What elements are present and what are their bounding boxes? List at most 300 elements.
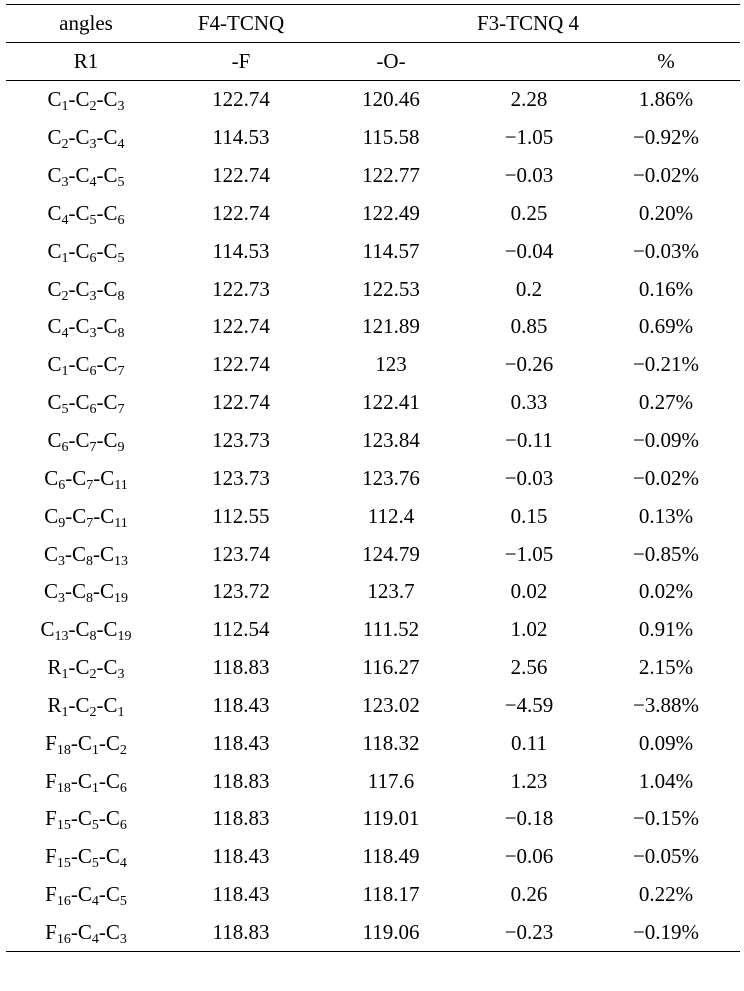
angle-atom: -C: [65, 465, 87, 490]
o-value-cell: 119.06: [316, 914, 466, 952]
o-value-cell: 122.49: [362, 200, 420, 225]
o-value-cell: 123.76: [362, 465, 420, 490]
table-row: [6, 649, 740, 687]
angle-atom: -C: [70, 919, 92, 944]
angle-atom-index: 16: [56, 894, 71, 910]
angle-atom: R: [47, 655, 62, 680]
angle-atom-index: 11: [114, 477, 128, 493]
f4-value-cell: 122.74: [212, 314, 270, 339]
o-value-cell: 123: [375, 352, 407, 377]
angle-atom: -C: [93, 503, 115, 528]
angle-cell: [6, 914, 166, 952]
angle-label: [47, 428, 125, 456]
table-row: [6, 119, 740, 157]
angle-atom: F: [45, 844, 57, 869]
angle-atom-index: 9: [117, 440, 125, 456]
difference-cell: −0.04: [504, 238, 554, 263]
angle-atom-index: 5: [91, 818, 99, 834]
angle-label: [44, 504, 128, 529]
angle-atom-index: 3: [89, 326, 97, 342]
angle-atom: C: [44, 465, 59, 490]
angle-label: [47, 693, 124, 718]
f4-value-cell: 122.74: [212, 163, 270, 188]
angle-atom: F: [45, 730, 57, 755]
angle-atom-index: 11: [114, 515, 128, 531]
angle-atom: C: [40, 617, 55, 642]
angle-atom: C: [44, 503, 59, 528]
angle-atom-index: 4: [61, 326, 69, 342]
difference-cell: 0.33: [510, 390, 548, 415]
f4-value-cell: 114.53: [212, 238, 270, 263]
header-row-1: [6, 5, 740, 43]
percent-cell: −3.88%: [632, 692, 700, 717]
angle-atom-index: 6: [117, 212, 125, 228]
f4-value-cell: 123.72: [212, 579, 270, 604]
table-header: [6, 5, 740, 81]
angle-atom-index: 5: [117, 250, 125, 266]
angle-atom-index: 5: [61, 402, 69, 418]
angle-atom-index: 6: [119, 818, 127, 834]
angle-atom-index: 1: [61, 704, 69, 720]
table-row: [6, 157, 740, 195]
angle-cell: [6, 687, 166, 725]
difference-cell: 0.25: [510, 200, 548, 225]
angle-label: [44, 542, 128, 567]
table-row: [6, 270, 740, 308]
angle-atom: -C: [96, 314, 118, 339]
angle-atom: -C: [70, 806, 92, 831]
angle-atom: -C: [68, 428, 90, 453]
angle-label: [47, 125, 125, 153]
difference-cell: 1.02: [510, 617, 548, 642]
angle-atom-index: 4: [89, 175, 97, 191]
angle-atom-index: 8: [86, 591, 93, 607]
angle-atom-index: 3: [61, 175, 69, 191]
angle-atom: F: [45, 768, 57, 793]
angle-cell: [6, 157, 166, 195]
angle-cell: [6, 232, 166, 270]
o-value-cell: 117.6: [367, 768, 415, 793]
difference-cell: −1.05: [504, 125, 554, 150]
angle-atom: R: [47, 692, 62, 717]
angle-atom: -C: [98, 730, 120, 755]
angle-atom: F: [45, 806, 57, 831]
angle-atom-index: 18: [56, 742, 71, 758]
difference-cell: 2.56: [510, 655, 548, 680]
angle-label: [47, 87, 125, 115]
header-r1: R1: [6, 43, 166, 81]
angle-atom-index: 3: [89, 137, 97, 153]
percent-cell: −0.19%: [592, 914, 740, 952]
angle-atom-index: 8: [117, 288, 125, 304]
angle-atom: -C: [68, 655, 90, 680]
angle-atom: C: [47, 125, 62, 150]
angle-atom-index: 2: [61, 288, 69, 304]
angle-atom: -C: [93, 579, 114, 604]
angle-atom-index: 2: [119, 742, 127, 758]
o-value-cell: 116.27: [362, 655, 420, 680]
angle-atom: -C: [96, 655, 118, 680]
angle-atom: -C: [70, 730, 92, 755]
header-row-2: [6, 43, 740, 81]
angle-atom-index: 1: [91, 742, 99, 758]
angle-atom: C: [47, 390, 62, 415]
angle-atom-index: 6: [89, 250, 97, 266]
header-difference: [466, 43, 592, 81]
f4-value-cell: 118.43: [212, 882, 270, 907]
difference-cell: −0.23: [466, 914, 592, 952]
angle-atom-index: 2: [89, 704, 97, 720]
angle-atom: -C: [93, 541, 114, 566]
angle-atom: C: [43, 541, 58, 566]
percent-cell: −0.02%: [632, 163, 700, 188]
difference-cell: 0.11: [511, 730, 547, 755]
angle-atom: -C: [93, 465, 115, 490]
angle-cell: [6, 838, 166, 876]
f4-value-cell: 118.83: [166, 914, 316, 952]
angle-cell: [6, 649, 166, 687]
angle-cell: [6, 762, 166, 800]
angle-atom: -C: [96, 163, 118, 188]
angle-cell: [6, 195, 166, 233]
header-f4-tcnq: F4-TCNQ: [166, 5, 316, 43]
percent-cell: −0.21%: [632, 352, 700, 377]
angle-atom-index: 8: [117, 326, 125, 342]
angle-atom: F: [45, 919, 57, 944]
angle-atom: -C: [68, 125, 90, 150]
table-row: [6, 611, 740, 649]
angle-atom: -C: [68, 692, 90, 717]
difference-cell: −0.03: [504, 163, 554, 188]
f4-value-cell: 118.43: [212, 730, 270, 755]
angle-atom-index: 6: [119, 780, 127, 796]
angle-label: [45, 844, 127, 872]
o-value-cell: 118.49: [362, 844, 420, 869]
angle-cell: [6, 611, 166, 649]
table-row: [6, 81, 740, 119]
angle-atom: -C: [65, 579, 86, 604]
angle-atom: -C: [68, 314, 90, 339]
table-row: [6, 914, 740, 952]
o-value-cell: 123.84: [362, 428, 420, 453]
header-percent: %: [592, 43, 740, 81]
difference-cell: −0.06: [504, 844, 554, 869]
angle-label: [47, 655, 125, 683]
percent-cell: −0.92%: [632, 125, 700, 150]
angle-atom-index: 7: [86, 515, 94, 531]
o-value-cell: 122.77: [362, 163, 420, 188]
angle-atom: C: [47, 314, 62, 339]
angle-atom-index: 1: [61, 99, 69, 115]
angle-atom: -C: [98, 806, 120, 831]
difference-cell: −0.11: [505, 428, 553, 453]
angle-atom-index: 4: [119, 856, 127, 872]
difference-cell: 0.15: [510, 503, 548, 528]
percent-cell: −0.09%: [632, 428, 700, 453]
percent-cell: −0.05%: [632, 844, 700, 869]
angle-atom: -C: [96, 125, 118, 150]
angle-atom-index: 3: [58, 553, 65, 569]
table-row: [6, 800, 740, 838]
angle-atom-index: 1: [91, 780, 99, 796]
percent-cell: −0.03%: [632, 238, 700, 263]
angle-atom-index: 3: [117, 99, 125, 115]
angle-label: [47, 277, 124, 302]
table-row: [6, 459, 740, 497]
o-value-cell: 123.02: [362, 692, 420, 717]
angle-atom-index: 18: [56, 780, 71, 796]
angle-atom: -C: [65, 503, 87, 528]
percent-cell: 0.20%: [638, 200, 694, 225]
angle-atom-index: 6: [61, 440, 69, 456]
f4-value-cell: 122.74: [212, 390, 270, 415]
table-row: [6, 838, 740, 876]
angle-atom: -C: [98, 844, 120, 869]
angle-atom-index: 7: [89, 440, 97, 456]
angle-atom: -C: [70, 844, 92, 869]
angle-cell: [6, 724, 166, 762]
table-row: [6, 308, 740, 346]
angle-atom-index: 5: [89, 212, 97, 228]
angle-atom-index: 8: [89, 629, 97, 645]
o-value-cell: 118.32: [362, 730, 420, 755]
angle-atom: F: [45, 882, 57, 907]
percent-cell: 0.09%: [638, 730, 694, 755]
percent-cell: 0.69%: [638, 314, 694, 339]
o-value-cell: 123.7: [367, 579, 415, 604]
angle-cell: [6, 497, 166, 535]
angle-atom-index: 4: [61, 212, 69, 228]
angle-atom-index: 7: [117, 402, 125, 418]
angle-atom-index: 5: [119, 894, 127, 910]
o-value-cell: 115.58: [362, 125, 420, 150]
angle-cell: [6, 270, 166, 308]
angle-atom-index: 2: [89, 667, 97, 683]
angle-atom: -C: [68, 238, 90, 263]
angle-label: [47, 163, 125, 191]
angle-atom: C: [47, 200, 62, 225]
table-row: [6, 346, 740, 384]
angle-atom: -C: [96, 390, 118, 415]
table-row: [6, 232, 740, 270]
difference-cell: 0.2: [515, 276, 543, 301]
percent-cell: 1.04%: [638, 768, 694, 793]
o-value-cell: 111.52: [362, 617, 420, 642]
angle-atom: -C: [98, 882, 120, 907]
angle-label: [47, 390, 125, 418]
angle-atom: C: [43, 579, 58, 604]
o-value-cell: 119.01: [362, 806, 420, 831]
angle-atom: -C: [68, 200, 90, 225]
angle-atom: -C: [96, 692, 118, 717]
angle-atom: -C: [70, 882, 92, 907]
angle-atom-index: 4: [117, 137, 125, 153]
angle-atom: C: [47, 163, 62, 188]
f4-value-cell: 123.73: [212, 465, 270, 490]
angle-atom: -C: [96, 276, 118, 301]
angle-label: [47, 201, 124, 226]
angle-atom: -C: [96, 200, 118, 225]
angle-atom-index: 2: [61, 137, 69, 153]
angle-atom: -C: [98, 768, 120, 793]
f4-value-cell: 118.83: [212, 655, 270, 680]
table-row: [6, 573, 740, 611]
difference-cell: −0.26: [504, 352, 554, 377]
header-f3-tcnq-4: F3-TCNQ 4: [316, 5, 740, 43]
angle-atom: -C: [68, 276, 90, 301]
difference-cell: −0.03: [504, 465, 554, 490]
angle-cell: [6, 459, 166, 497]
angle-atom: C: [47, 276, 62, 301]
angle-atom-index: 6: [58, 477, 66, 493]
percent-cell: 0.16%: [638, 276, 694, 301]
angle-label: [45, 920, 127, 945]
angle-cell: [6, 384, 166, 422]
angle-atom: C: [47, 428, 62, 453]
f4-value-cell: 122.74: [212, 200, 270, 225]
percent-cell: −0.15%: [632, 806, 700, 831]
angle-cell: [6, 119, 166, 157]
angle-label: [45, 882, 127, 910]
angle-atom-index: 1: [117, 704, 125, 720]
o-value-cell: 118.17: [362, 882, 420, 907]
angle-cell: [6, 81, 166, 119]
table-row: [6, 497, 740, 535]
angle-atom-index: 3: [117, 667, 125, 683]
angle-atom: C: [47, 352, 62, 377]
table-row: [6, 384, 740, 422]
angle-atom: -C: [96, 87, 118, 112]
angle-cell: [6, 346, 166, 384]
difference-cell: 0.85: [510, 314, 548, 339]
angle-atom-index: 13: [114, 553, 128, 569]
angle-atom: C: [47, 238, 62, 263]
percent-cell: 2.15%: [638, 655, 694, 680]
table-row: [6, 195, 740, 233]
f4-value-cell: 122.74: [212, 87, 270, 112]
f4-value-cell: 118.83: [212, 768, 270, 793]
angle-atom-index: 2: [89, 99, 97, 115]
table-body: [6, 81, 740, 952]
angle-atom-index: 3: [89, 288, 97, 304]
difference-cell: 1.23: [510, 768, 548, 793]
angle-atom-index: 1: [61, 364, 69, 380]
angle-atom-index: 6: [89, 402, 97, 418]
o-value-cell: 121.89: [362, 314, 420, 339]
angle-cell: [6, 876, 166, 914]
angle-atom: -C: [96, 238, 118, 263]
percent-cell: 0.02%: [638, 579, 694, 604]
angle-cell: [6, 422, 166, 460]
f4-value-cell: 122.73: [212, 276, 270, 301]
difference-cell: 0.02: [510, 579, 548, 604]
angle-atom-index: 5: [117, 175, 125, 191]
difference-cell: 2.28: [510, 87, 548, 112]
angle-atom: -C: [68, 390, 90, 415]
angle-atom-index: 9: [58, 515, 66, 531]
angle-atom: C: [47, 87, 62, 112]
angle-cell: [6, 573, 166, 611]
header-o-substituent: -O-: [316, 43, 466, 81]
angle-atom: -C: [70, 768, 92, 793]
f4-value-cell: 112.55: [212, 503, 270, 528]
angle-atom: -C: [96, 428, 118, 453]
angle-label: [47, 352, 125, 380]
f4-value-cell: 114.53: [212, 125, 270, 150]
o-value-cell: 112.4: [367, 503, 415, 528]
f4-value-cell: 123.73: [212, 428, 270, 453]
angle-atom: -C: [68, 352, 90, 377]
angle-atom: -C: [68, 87, 90, 112]
angle-cell: [6, 800, 166, 838]
angle-label: [43, 579, 128, 607]
percent-cell: 0.91%: [638, 617, 694, 642]
angle-label: [47, 314, 125, 342]
angle-label: [44, 466, 128, 491]
difference-cell: −1.05: [504, 541, 554, 566]
angle-atom-index: 7: [117, 364, 125, 380]
percent-cell: 0.27%: [638, 390, 694, 415]
angle-atom-index: 19: [114, 591, 128, 607]
angle-cell: [6, 308, 166, 346]
angle-label: [47, 239, 124, 264]
angle-atom-index: 15: [56, 818, 71, 834]
percent-cell: 0.13%: [638, 503, 694, 528]
f4-value-cell: 118.43: [212, 844, 270, 869]
angle-atom: -C: [96, 352, 118, 377]
angle-atom-index: 16: [56, 931, 71, 947]
angle-atom-index: 1: [61, 667, 69, 683]
angle-atom-index: 3: [58, 591, 65, 607]
o-value-cell: 114.57: [362, 238, 420, 263]
angle-label: [40, 617, 132, 645]
percent-cell: 1.86%: [638, 87, 694, 112]
table-row: [6, 422, 740, 460]
angle-atom-index: 15: [56, 856, 71, 872]
table-row: [6, 876, 740, 914]
percent-cell: 0.22%: [638, 882, 694, 907]
f4-value-cell: 122.74: [212, 352, 270, 377]
header-f-substituent: -F: [166, 43, 316, 81]
angle-label: [45, 769, 127, 794]
table-row: [6, 535, 740, 573]
angle-atom-index: 1: [61, 250, 69, 266]
o-value-cell: 120.46: [362, 87, 420, 112]
table-row: [6, 762, 740, 800]
angle-atom-index: 5: [91, 856, 99, 872]
bond-angles-table: [6, 4, 740, 952]
f4-value-cell: 112.54: [212, 617, 270, 642]
o-value-cell: 122.53: [362, 276, 420, 301]
f4-value-cell: 118.43: [212, 692, 270, 717]
angle-atom-index: 8: [86, 553, 93, 569]
o-value-cell: 124.79: [362, 541, 420, 566]
angle-cell: [6, 535, 166, 573]
angle-atom: -C: [68, 617, 90, 642]
angle-atom-index: 6: [89, 364, 97, 380]
table-row: [6, 687, 740, 725]
angle-atom: -C: [68, 163, 90, 188]
percent-cell: −0.02%: [632, 465, 700, 490]
o-value-cell: 122.41: [362, 390, 420, 415]
angle-atom-index: 3: [119, 931, 127, 947]
f4-value-cell: 123.74: [212, 541, 270, 566]
angle-atom: -C: [98, 919, 120, 944]
angle-label: [45, 731, 127, 756]
angle-atom-index: 7: [86, 477, 94, 493]
header-angles: angles: [6, 5, 166, 43]
angle-atom-index: 4: [91, 931, 99, 947]
